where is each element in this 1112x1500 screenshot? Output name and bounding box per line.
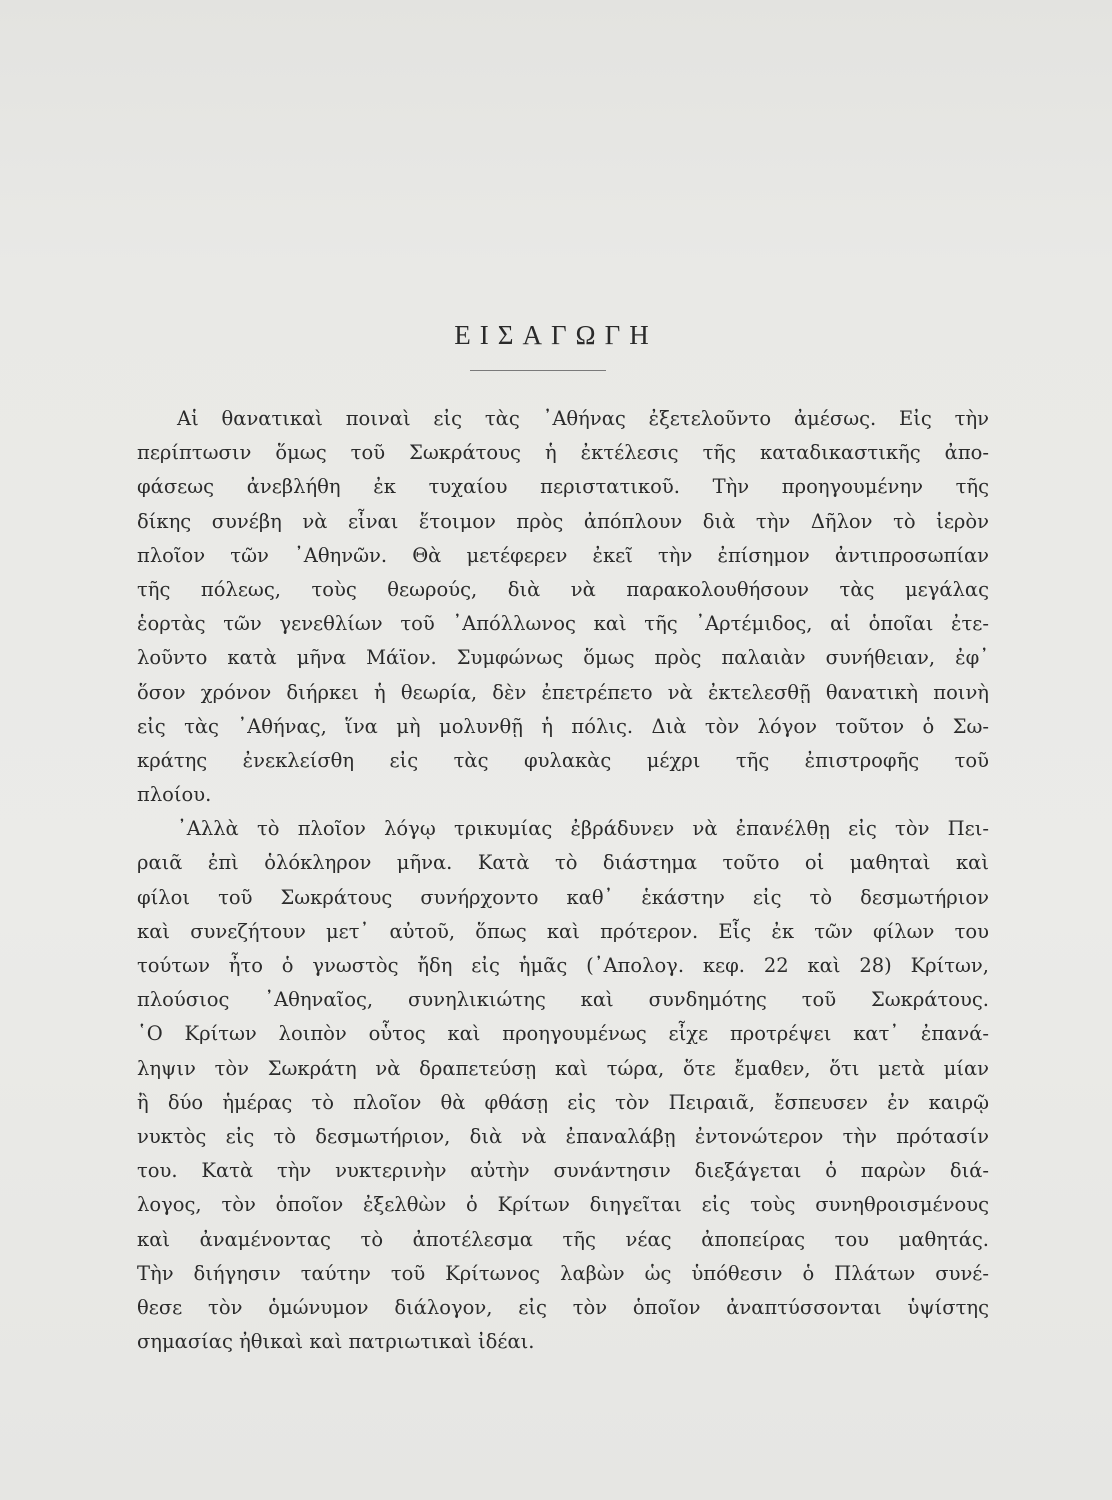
text-line: Τὴν διήγησιν ταύτην τοῦ Κρίτωνος λαβὼν ὡς ὑπόθεσιν ὁ Πλάτων συνέ- <box>137 1261 989 1285</box>
text-line: τούτων ἦτο ὁ γνωστὸς ἤδη εἰς ἡμᾶς (᾿Απολογ. κεφ. 22 καὶ 28) Κρίτων, <box>137 954 989 977</box>
title-rule <box>470 370 606 371</box>
text-line: λογος, τὸν ὁποῖον ἐξελθὼν ὁ Κρίτων διηγεῖται εἰς τοὺς συνηθροισμένους <box>137 1193 989 1217</box>
text-line: σημασίας ἠθικαὶ καὶ πατριωτικαὶ ἰδέαι. <box>137 1330 535 1354</box>
text-line: ῾Ο Κρίτων λοιπὸν οὗτος καὶ προηγουμένως εἶχε προτρέψει κατ᾿ ἐπανά- <box>137 1022 989 1046</box>
page-title: ΕΙΣΑΓΩΓΗ <box>454 320 658 350</box>
text-line: λοῦντο κατὰ μῆνα Μάϊον. Συμφώνως ὅμως πρὸς παλαιὰν συνήθειαν, ἐφ᾿ <box>137 646 989 670</box>
text-line: εἰς τὰς ᾿Αθήνας, ἵνα μὴ μολυνθῇ ἡ πόλις. Διὰ τὸν λόγον τοῦτον ὁ Σω- <box>137 714 989 738</box>
text-line: κράτης ἐνεκλείσθη εἰς τὰς φυλακὰς μέχρι τῆς ἐπιστροφῆς τοῦ <box>137 748 989 772</box>
text-line: ὅσον χρόνον διήρκει ἡ θεωρία, δὲν ἐπετρέπετο νὰ ἐκτελεσθῇ θανατικὴ ποινὴ <box>137 680 989 704</box>
text-line: ληψιν τὸν Σωκράτη νὰ δραπετεύσῃ καὶ τώρα, ὅτε ἔμαθεν, ὅτι μετὰ μίαν <box>137 1056 989 1080</box>
text-line: πλούσιος ᾿Αθηναῖος, συνηλικιώτης καὶ συνδημότης τοῦ Σωκράτους. <box>137 988 989 1012</box>
text-line: του. Κατὰ τὴν νυκτερινὴν αὐτὴν συνάντησιν διεξάγεται ὁ παρὼν διά- <box>137 1159 989 1183</box>
text-line: τῆς πόλεως, τοὺς θεωρούς, διὰ νὰ παρακολουθήσουν τὰς μεγάλας <box>137 577 989 601</box>
text-line: καὶ συνεζήτουν μετ᾿ αὐτοῦ, ὅπως καὶ πρότερον. Εἷς ἐκ τῶν φίλων του <box>137 919 989 943</box>
text-line: θεσε τὸν ὁμώνυμον διάλογον, εἰς τὸν ὁποῖον ἀναπτύσσονται ὑψίστης <box>137 1295 989 1319</box>
paragraph-2 <box>137 812 989 1359</box>
text-line: ἑορτὰς τῶν γενεθλίων τοῦ ᾿Απόλλωνος καὶ τῆς ᾿Αρτέμιδος, αἱ ὁποῖαι ἐτε- <box>137 612 989 636</box>
text-line: πλοίου. <box>137 783 212 807</box>
text-line: περίπτωσιν ὅμως τοῦ Σωκράτους ἡ ἐκτέλεσις τῆς καταδικαστικῆς ἀπο- <box>137 441 989 465</box>
text-line: καὶ ἀναμένοντας τὸ ἀποτέλεσμα τῆς νέας ἀποπείρας του μαθητάς. <box>137 1227 989 1251</box>
text-line: πλοῖον τῶν ᾿Αθηνῶν. Θὰ μετέφερεν ἐκεῖ τὴν ἐπίσημον ἀντιπροσωπίαν <box>137 543 989 567</box>
paragraph-1 <box>137 402 989 812</box>
text-line: Αἱ θανατικαὶ ποιναὶ εἰς τὰς ᾿Αθήνας ἐξετελοῦντο ἀμέσως. Εἰς τὴν <box>177 407 989 430</box>
text-line: νυκτὸς εἰς τὸ δεσμωτήριον, διὰ νὰ ἐπαναλάβῃ ἐντονώτερον τὴν πρότασίν <box>137 1124 989 1148</box>
text-line: φίλοι τοῦ Σωκράτους συνήρχοντο καθ᾿ ἑκάστην εἰς τὸ δεσμωτήριον <box>137 885 989 909</box>
text-line: δίκης συνέβη νὰ εἶναι ἕτοιμον πρὸς ἀπόπλουν διὰ τὴν Δῆλον τὸ ἱερὸν <box>137 509 989 533</box>
body-text <box>137 402 989 1359</box>
text-line: ραιᾶ ἐπὶ ὁλόκληρον μῆνα. Κατὰ τὸ διάστημα τοῦτο οἱ μαθηταὶ καὶ <box>137 851 989 875</box>
text-line: φάσεως ἀνεβλήθη ἐκ τυχαίου περιστατικοῦ. Τὴν προηγουμένην τῆς <box>137 475 989 499</box>
text-line: ᾿Αλλὰ τὸ πλοῖον λόγῳ τρικυμίας ἐβράδυνεν νὰ ἐπανέλθῃ εἰς τὸν Πει- <box>177 817 989 841</box>
text-line: ἢ δύο ἡμέρας τὸ πλοῖον θὰ φθάσῃ εἰς τὸν Πειραιᾶ, ἔσπευσεν ἐν καιρῷ <box>137 1090 989 1114</box>
